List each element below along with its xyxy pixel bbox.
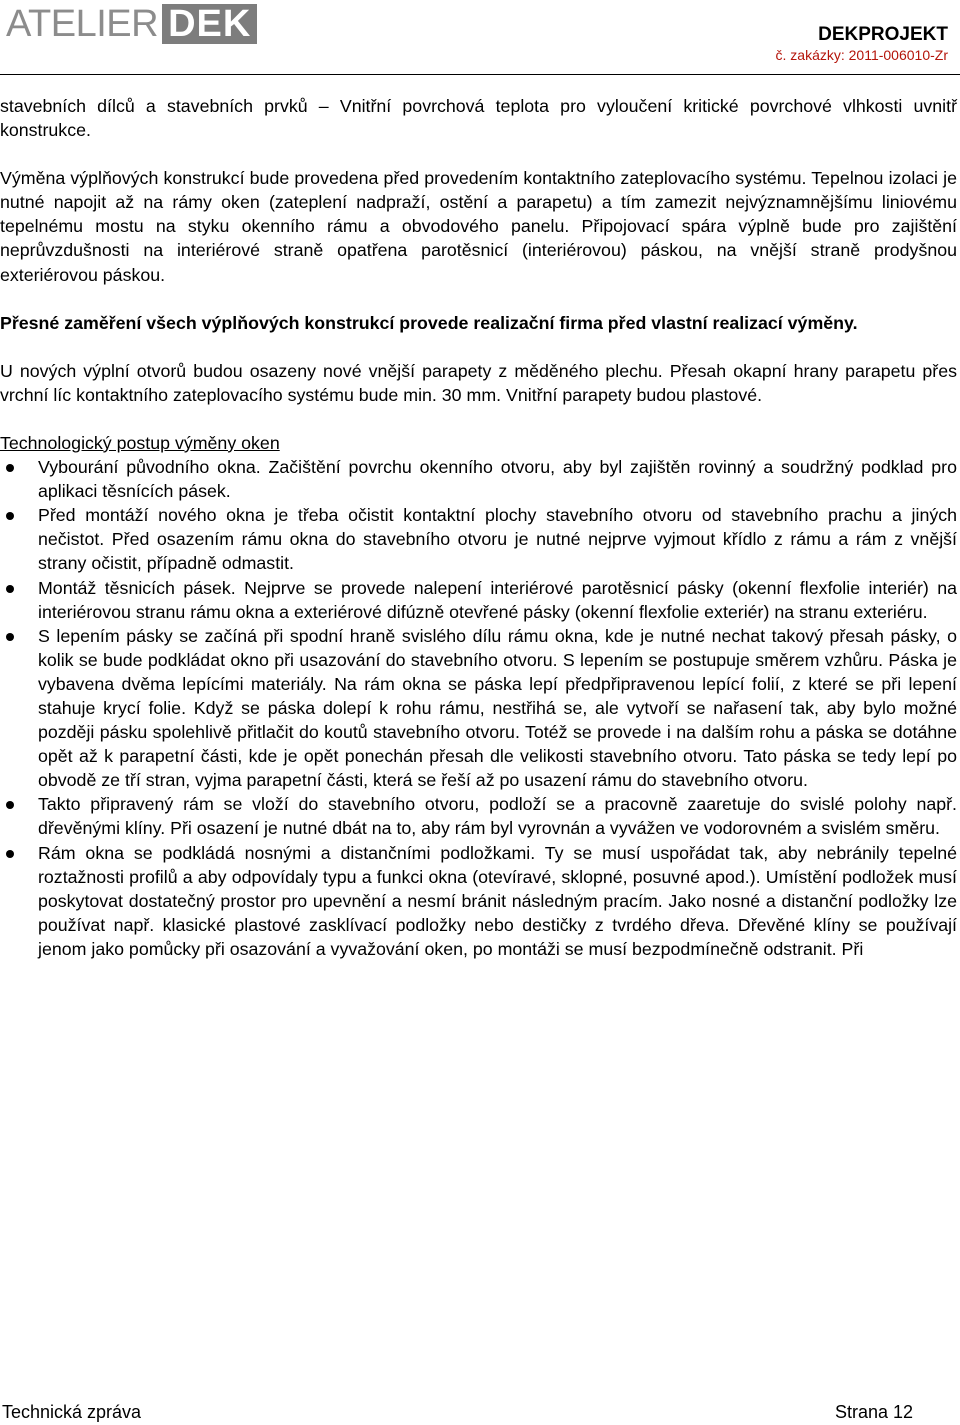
paragraph-intro-continuation: stavebních dílců a stavebních prvků – Vnitřní povrchová teplota pro vyloučení kritické povrchové vlhkosti uvnitř konstrukce. [0, 96, 957, 141]
list-item-text: Rám okna se podkládá nosnými a distančními podložkami. Ty se musí uspořádat tak, aby nebránily tepelné roztažnosti profilů a aby odpovídaly typu a funkci okna (otevíravé, sklopné, posuvné apod.). Umístění podložek musí poskytovat dostatečný prostor pro upevnění a nesmí bránit následným pracím. Jako nosné a distanční podložky lze používat např. klasické plastové zasklívací podložky nebo destičky z tvrdého dřeva. Dřevěné klíny se používají jenom jako pomůcky při osazování a vyvažování oken, po montáži se musí bezpodmínečně odstranit. Při [38, 842, 957, 959]
bullet-icon [6, 633, 14, 641]
section-heading: Technologický postup výměny oken [0, 432, 280, 453]
list-item [0, 624, 957, 793]
paragraph-window-sills: U nových výplní otvorů budou osazeny nové vnější parapety z měděného plechu. Přesah okapní hrany parapetu přes vrchní líc kontaktního zateplovacího systému bude min. 30 mm. Vnitřní parapety budou plastové. [0, 360, 957, 405]
page-number: Strana 12 [834, 1402, 913, 1422]
list-item [0, 503, 957, 575]
list-item-text: Montáž těsnicích pásek. Nejprve se provede nalepení interiérové parotěsnicí pásky (okenní flexfolie interiér) na interiérovou stranu rámu okna a exteriérové difúzně otevřené pásky (okenní flexfolie exteriér) na stranu exteriéru. [38, 577, 957, 622]
list-item [0, 455, 957, 503]
paragraph-measurement-note: Přesné zaměření všech výplňových konstrukcí provede realizační firma před vlastní realizací výměny. [0, 312, 858, 333]
bullet-icon [6, 801, 14, 809]
list-item-text: S lepením pásky se začíná při spodní hraně svislého dílu rámu okna, kde je nutné nechat takový přesah pásky, o kolik se bude podkládat okno při usazování do stavebního otvoru. S lepením se postupuje směrem vzhůru. Páska je vybavena dvěma lepícími materiály. Na rám okna se páska lepí předpřipravenou lepící folií, z které se při lepení stahuje krycí folie. Když se páska dolepí k rohu rámu, nestřihá se, ale vytvoří se nařasení tak, aby bylo možné později pásku spolehlivě přitlačit do koutů stavebního otvoru. Totéž se provede i na dalším rohu a páska se dotáhne opět až k parapetní části, kde je opět ponechán přesah dle velikosti stavebního otvoru. Tato páska se tedy lepí po obvodě ze tří stran, vyjma parapetní části, která se řeší až po usazení rámu do stavebního otvoru. [38, 625, 957, 791]
page-header [0, 0, 960, 63]
bullet-icon [6, 512, 14, 520]
list-item [0, 792, 957, 840]
bullet-icon [6, 464, 14, 472]
paragraph-replacement: Výměna výplňových konstrukcí bude provedena před provedením kontaktního zateplovacího systému. Tepelnou izolaci je nutné napojit až na rámy oken (zateplení nadpraží, ostění a parapetu) a tím zamezit nejvýznamnějšímu liniovému tepelnému mostu na styku okenního rámu a obvodového panelu. Připojovací spára výplně bude pro zajištění neprůvzdušnosti na interiérové straně opatřena parotěsnicí (interiérovou) páskou, na vnější straně prodyšnou exteriérovou páskou. [0, 168, 957, 285]
bullet-icon [6, 585, 14, 593]
order-number: č. zakázky: 2011-006010-Zr [775, 47, 948, 63]
header-divider [0, 74, 960, 75]
atelier-dek-logo [6, 4, 257, 44]
header-project-info [776, 24, 949, 64]
document-body [0, 94, 957, 961]
project-name: DEKPROJEKT [818, 24, 948, 45]
footer-document-title: Technická zpráva [2, 1402, 142, 1422]
list-item-text: Před montáží nového okna je třeba očistit kontaktní plochy stavebního otvoru od stavebního prachu a jiných nečistot. Před osazením rámu okna do stavebního otvoru je nutné nejprve vyjmout křídlo z rámu a rám z vnější strany očistit, případně odmastit. [38, 505, 957, 574]
bullet-icon [6, 850, 14, 858]
list-item [0, 576, 957, 624]
list-item-text: Takto připravený rám se vloží do stavebního otvoru, podloží se a pracovně zaaretuje do svislé polohy např. dřevěnými klíny. Při osazení je nutné dbát na to, aby rám byl vyrovnán a vyvážen ve vodorovném a svislém směru. [38, 794, 957, 839]
logo-atelier-text: ATELIER [6, 3, 159, 45]
list-item-text: Vybourání původního okna. Začištění povrchu okenního otvoru, aby byl zajištěn rovinný a soudržný podklad pro aplikaci těsnících pásek. [38, 457, 957, 502]
list-item [0, 841, 957, 961]
logo-dek-text: DEK [162, 4, 257, 44]
